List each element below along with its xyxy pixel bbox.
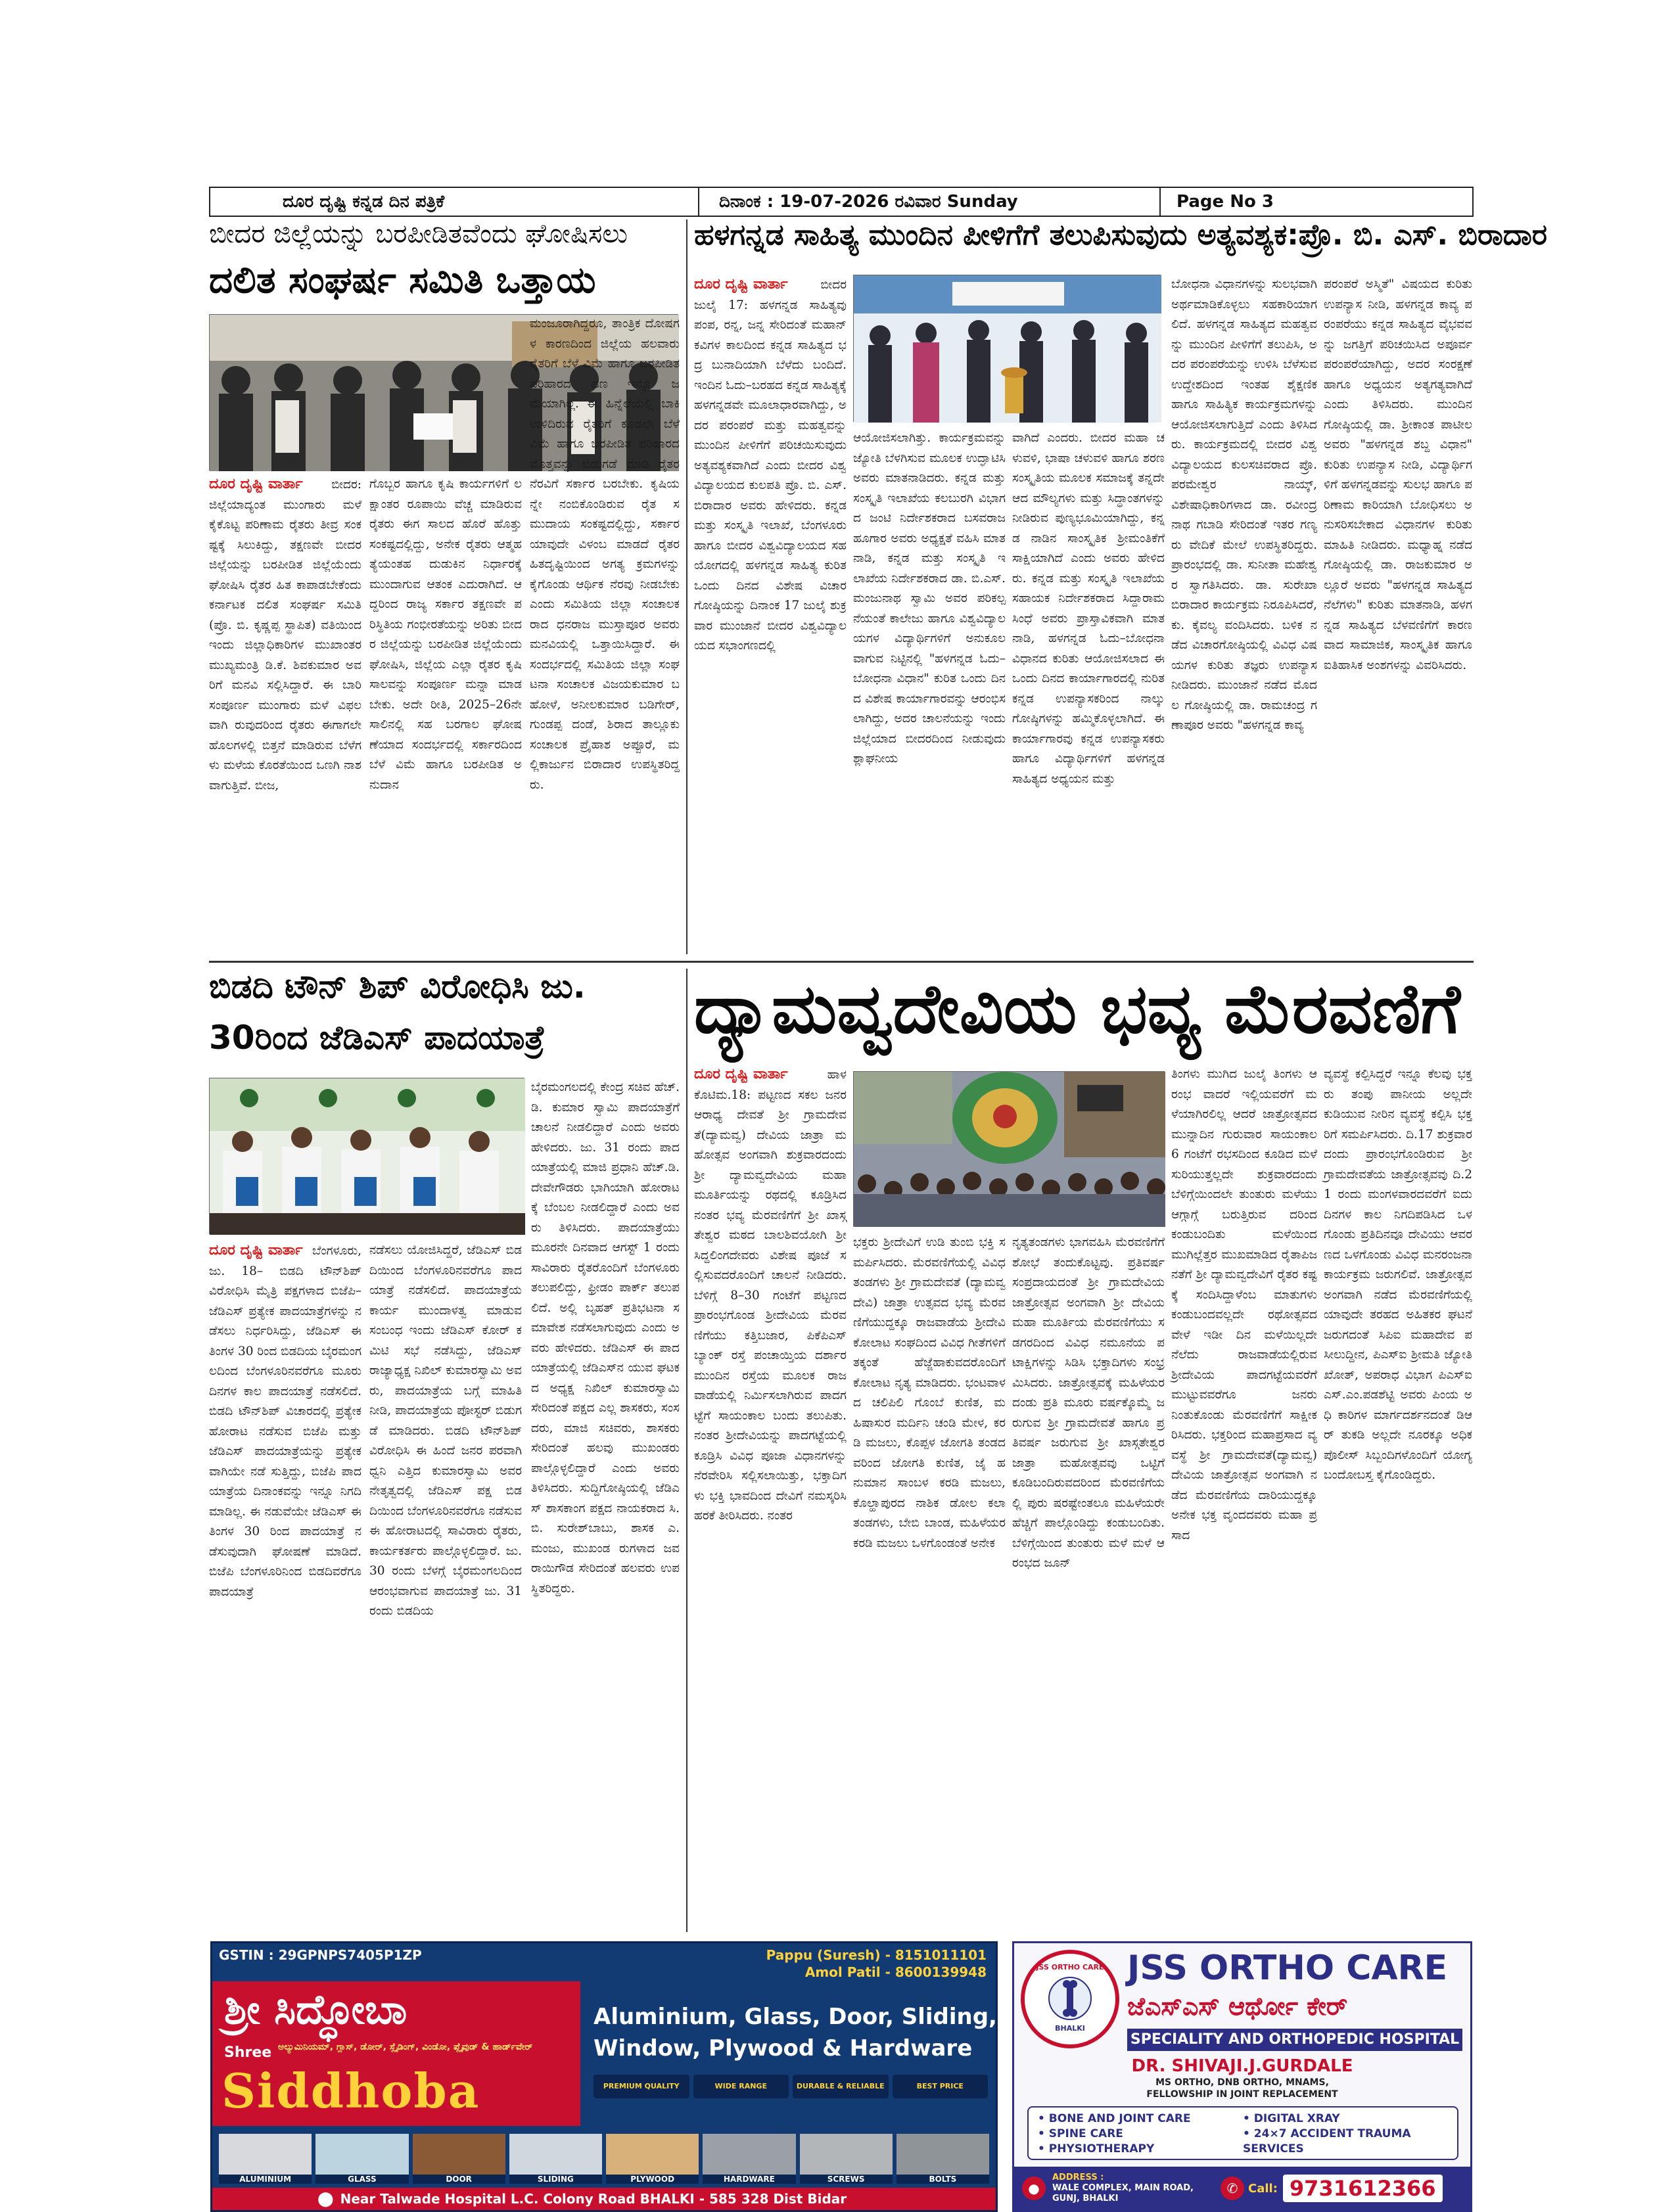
story2-text-3: ವಾಗಿದೆ ಎಂದರು. ಬೀದರ ಮಹಾ ಚಳುವಳಿ, ಭಾಷಾ ಚಳುವಳಿ ಹಾಗೂ ಶರಣ ಸಂಸ್ಕೃತಿಯ ಮೂಲಕ ಸಮಾಜಕ್ಕೆ ತನ್ನದೇ ಆದ ಮೌಲ್ಯಗಳು ಮತ್ತು ಸಿದ್ಧಾಂತಗಳನ್ನು ನೀಡಿರುವ ಪುಣ್ಯಭೂಮಿಯಾಗಿದ್ದು, ಕನ್ನಡ ನಾಡಿನ ಸಾಂಸ್ಕೃತಿಕ ಶ್ರೀಮಂತಿಕೆಗೆ ಸಾಕ್ಷಿಯಾಗಿದೆ ಎಂದು ಅವರು ಹೇಳಿದರು. ಕನ್ನಡ ಮತ್ತು ಸಂಸ್ಕೃತಿ ಇಲಾಖೆಯ ಸಹಾಯಕ ನಿರ್ದೇಶಕರಾದ ಸಿದ್ದಾರಾಮ ಸಿಂಧೆ ಅವರು ಪ್ರಾಸ್ತಾವಿಕವಾಗಿ ಮಾತನಾಡಿ, ಹಳಗನ್ನಡ ಓದು–ಬೋಧನಾ ವಿಧಾನದ ಕುರಿತು ಆಯೋಜಿಸಲಾದ ಈ ಒಂದು ದಿನದ ಕಾರ್ಯಾಗಾರದಲ್ಲಿ ನುರಿತ ಕನ್ನಡ ಉಪನ್ಯಾಸಕರಿಂದ ನಾಲ್ಕು ಗೋಷ್ಠಿಗಳನ್ನು ಹಮ್ಮಿಕೊಳ್ಳಲಾಗಿದೆ. ಈ ಕಾರ್ಯಾಗಾರವು ಕನ್ನಡ ಉಪನ್ಯಾಸಕರು ಹಾಗೂ ವಿದ್ಯಾರ್ಥಿಗಳಿಗೆ ಹಳಗನ್ನಡ ಸಾಹಿತ್ಯದ ಅಧ್ಯಯನ ಮತ್ತು — [1012, 431, 1165, 786]
product-bolts: BOLTS — [896, 2134, 989, 2184]
story2-column-2 — [853, 428, 1006, 954]
siddhoba-tagline-line-1: Aluminium, Glass, Door, Sliding, — [594, 2004, 997, 2030]
story1-headline: ದಲಿತ ಸಂಘರ್ಷ ಸಮಿತಿ ಒತ್ತಾಯ — [209, 259, 596, 302]
story3-column-3 — [531, 1078, 680, 1932]
product-sliding: SLIDING — [509, 2134, 602, 2184]
siddhoba-subtitle-kannada: ಅಲ್ಯುಮಿನಿಯಮ್, ಗ್ಲಾಸ್, ಡೋರ್, ಸ್ಲೈಡಿಂಗ್, ವಿಂಡೋ, ಪ್ಲೈವುಡ್ & ಹಾರ್ಡ್‌ವೇರ್ — [278, 2042, 533, 2052]
story1-column-3 — [530, 314, 680, 954]
story2-column-4 — [1171, 275, 1317, 954]
feature-premium-quality: PREMIUM QUALITY — [594, 2075, 689, 2098]
service-accident-trauma: • 24×7 ACCIDENT TRAUMA SERVICES — [1243, 2127, 1411, 2155]
story2-text-1: ಬೀದರ ಜುಲೈ 17: ಹಳಗನ್ನಡ ಸಾಹಿತ್ಯವು ಪಂಪ, ರನ್ನ, ಜನ್ನ ಸೇರಿದಂತೆ ಮಹಾನ್ ಕವಿಗಳ ಕಾಲದಿಂದ ಕನ್ನಡ ಸಾಹಿತ್ಯದ ಭದ್ರ ಬುನಾದಿಯಾಗಿ ಬೆಳೆದು ಬಂದಿದೆ. ಇಂದಿನ ಓದು–ಬರಹದ ಕನ್ನಡ ಸಾಹಿತ್ಯಕ್ಕೆ ಹಳಗನ್ನಡವೇ ಮೂಲಾಧಾರವಾಗಿದ್ದು, ಅದರ ಪರಂಪರೆ ಮತ್ತು ಮಹತ್ವವನ್ನು ಮುಂದಿನ ಪೀಳಿಗೆಗೆ ಪರಿಚಯಿಸುವುದು ಅತ್ಯವಶ್ಯಕವಾಗಿದೆ ಎಂದು ಬೀದರ ವಿಶ್ವವಿದ್ಯಾಲಯದ ಕುಲಪತಿ ಪ್ರೊ. ಬಿ. ಎಸ್. ಬಿರಾದಾರ ಅವರು ಹೇಳಿದರು. ಕನ್ನಡ ಮತ್ತು ಸಂಸ್ಕೃತಿ ಇಲಾಖೆ, ಬೆಂಗಳೂರು ಹಾಗೂ ಬೀದರ ವಿಶ್ವವಿದ್ಯಾಲಯದ ಸಹಯೋಗದಲ್ಲಿ ಹಳಗನ್ನಡ ಸಾಹಿತ್ಯ ಕುರಿತ ಒಂದು ದಿನದ ವಿಶೇಷ ವಿಚಾರಗೋಷ್ಠಿಯನ್ನು ದಿನಾಂಕ 17 ಜುಲೈ ಶುಕ್ರವಾರ ಮುಂಜಾನೆ ಬೀದರ ವಿಶ್ವವಿದ್ಯಾಲಯದ ಸಭಾಂಗಣದಲ್ಲಿ — [694, 278, 847, 653]
speciality-banner: SPECIALITY AND ORTHOPEDIC HOSPITAL — [1127, 2029, 1462, 2051]
product-door: DOOR — [413, 2134, 505, 2184]
feature-durable: DURABLE & RELIABLE — [793, 2075, 889, 2098]
services-box — [1027, 2106, 1458, 2160]
address-label: ADDRESS : — [1052, 2173, 1104, 2182]
story3-column-2 — [369, 1241, 522, 1932]
siddhoba-advertisement — [210, 1941, 998, 2212]
story2-column-1 — [694, 275, 847, 954]
story3-text-2: ನಡೆಸಲು ಯೋಜಿಸಿದ್ದರೆ, ಜೆಡಿಎಸ್ ಬಿಡದಿಯಿಂದ ಬೆಂಗಳೂರಿನವರೆಗೂ ಪಾದಯಾತ್ರೆ ನಡೆಸಲಿದೆ. ಪಾದಯಾತ್ರೆಯ ಕಾರ್ಯ ಮುಂದಾಳತ್ವ ಮಾಡುವ ಸಂಬಂಧ ಇಂದು ಜೆಡಿಎಸ್ ಕೋರ್ ಕಮಿಟಿ ಸಭೆ ನಡೆಸಿದ್ದು, ಜೆಡಿಎಸ್ ರಾಜ್ಯಾಧ್ಯಕ್ಷ ನಿಖಿಲ್ ಕುಮಾರಸ್ವಾಮಿ ಅವರು, ಪಾದಯಾತ್ರೆಯ ಬಗ್ಗೆ ಮಾಹಿತಿ ನೀಡಿ, ಪಾದಯಾತ್ರೆಯ ಪೋಸ್ಟರ್ ಬಿಡುಗಡೆ ಮಾಡಿದರು. ಬಿಡದಿ ಟೌನ್‌ಶಿಪ್ ವಿರೋಧಿಸಿ ಈ ಹಿಂದೆ ಜನರ ಪರವಾಗಿ ಧ್ವನಿ ಎತ್ತಿದ ಕುಮಾರಸ್ವಾಮಿ ಅವರ ನೇತೃತ್ವದಲ್ಲಿ ಜೆಡಿಎಸ್ ಪಕ್ಷ ಬಿಡದಿಯಿಂದ ಬೆಂಗಳೂರಿನವರೆಗೂ ನಡೆಸುವ ಈ ಹೋರಾಟದಲ್ಲಿ ಸಾವಿರಾರು ರೈತರು, ಕಾರ್ಯಕರ್ತರು ಪಾಲ್ಗೊಳ್ಳಲಿದ್ದಾರೆ. ಜು. 30 ರಂದು ಬೆಳಗ್ಗೆ ಬೈರಮಂಗಲದಿಂದ ಆರಂಭವಾಗುವ ಪಾದಯಾತ್ರೆ ಜು. 31 ರಂದು ಬಿಡದಿಯ — [369, 1243, 522, 1618]
feature-best-price: BEST PRICE — [893, 2075, 989, 2098]
story1-column-2 — [369, 474, 522, 954]
jss-title: JSS ORTHO CARE — [1127, 1948, 1448, 1988]
doctor-fellowship: FELLOWSHIP IN JOINT REPLACEMENT — [1146, 2089, 1338, 2100]
phone-icon: ✆ — [1221, 2177, 1244, 2200]
service-spine-care: • SPINE CARE — [1038, 2127, 1123, 2140]
page-number: Page No 3 — [1176, 192, 1274, 212]
phone-amol: Amol Patil - 8600139948 — [804, 1964, 987, 1980]
jss-address-block — [1052, 2173, 1217, 2204]
story4-headline: ದ್ಯಾಮವ್ವದೇವಿಯ ಭವ್ಯ ಮೆರವಣಿಗೆ — [694, 969, 1460, 1049]
story4-column-4 — [1171, 1065, 1317, 1932]
jss-logo-text-top: JSS ORTHO CARE — [1036, 1963, 1104, 1971]
feature-wide-range: WIDE RANGE — [693, 2075, 789, 2098]
procession-photo-image — [854, 1072, 1165, 1227]
story1-byline: ದೂರ ದೃಷ್ಟಿ ವಾರ್ತಾ — [209, 476, 303, 492]
product-screws: SCREWS — [800, 2134, 893, 2184]
services-right — [1243, 2111, 1448, 2155]
story4-photo — [853, 1071, 1165, 1226]
story3-text-3: ಬೈರಮಂಗಲದಲ್ಲಿ ಕೇಂದ್ರ ಸಚಿವ ಹೆಚ್.ಡಿ. ಕುಮಾರ ಸ್ವಾಮಿ ಪಾದಯಾತ್ರೆಗೆ ಚಾಲನೆ ನೀಡಲಿದ್ದಾರೆ ಎಂದು ಅವರು ಹೇಳಿದರು. ಜು. 31 ರಂದು ಪಾದಯಾತ್ರೆಯಲ್ಲಿ ಮಾಜಿ ಪ್ರಧಾನಿ ಹೆಚ್.ಡಿ. ದೇವೇಗೌಡರು ಭಾಗಿಯಾಗಿ ಹೋರಾಟಕ್ಕೆ ಬೆಂಬಲ ನೀಡಲಿದ್ದಾರೆ ಎಂದು ಅವರು ತಿಳಿಸಿದರು. ಪಾದಯಾತ್ರೆಯು ಮೂರನೇ ದಿನವಾದ ಆಗಸ್ಟ್ 1 ರಂದು ಸಾವಿರಾರು ರೈತರೊಂದಿಗೆ ಬೆಂಗಳೂರು ತಲುಪಲಿದ್ದು, ಫ್ರೀಡಂ ಪಾರ್ಕ್ ತಲುಪಲಿದೆ. ಅಲ್ಲಿ ಬೃಹತ್ ಪ್ರತಿಭಟನಾ ಸಮಾವೇಶ ನಡೆಸಲಾಗುವುದು ಎಂದು ಅವರು ಹೇಳಿದರು. ಜೆಡಿಎಸ್ ಈ ಪಾದಯಾತ್ರೆಯಲ್ಲಿ ಜೆಡಿಎಸ್‌ನ ಯುವ ಘಟಕದ ಅಧ್ಯಕ್ಷ ನಿಖಿಲ್ ಕುಮಾರಸ್ವಾಮಿ ಸೇರಿದಂತೆ ಪಕ್ಷದ ಎಲ್ಲ ಶಾಸಕರು, ಸಂಸದರು, ಮಾಜಿ ಸಚಿವರು, ಶಾಸಕರು ಸೇರಿದಂತೆ ಹಲವು ಮುಖಂಡರು ಪಾಲ್ಗೊಳ್ಳಲಿದ್ದಾರೆ ಎಂದು ಅವರು ತಿಳಿಸಿದರು. ಸುದ್ದಿಗೋಷ್ಠಿಯಲ್ಲಿ ಜೆಡಿಎಸ್ ಶಾಸಕಾಂಗ ಪಕ್ಷದ ನಾಯಕರಾದ ಸಿ.ಬಿ. ಸುರೇಶ್‌ಬಾಬು, ಶಾಸಕ ಎ. ಮಂಜು, ಮುಖಂಡ ರುಗಳಾದ ಜವರಾಯಿಗೌಡ ಸೇರಿದಂತೆ ಹಲವರು ಉಪಸ್ಥಿತರಿದ್ದರು. — [531, 1080, 680, 1596]
location-pin-icon: ⬤ — [317, 2190, 334, 2207]
jss-title-kannada: ಜೆಎಸ್‌ಎಸ್ ಆರ್ಥೋ ಕೇರ್ — [1127, 1992, 1348, 2021]
service-bone-joint-care: • BONE AND JOINT CARE — [1038, 2112, 1191, 2125]
story4-column-3 — [1012, 1233, 1165, 1932]
story4-text-3: ನೃತ್ಯತಂಡಗಳು ಭಾಗವಹಿಸಿ ಮೆರವಣಿಗೆಗೆ ಶೋಭೆ ತಂದುಕೊಟ್ಟವು. ಪ್ರತಿವರ್ಷ ಸಂಪ್ರದಾಯದಂತೆ ಶ್ರೀ ಗ್ರಾಮದೇವಿಯ ಜಾತ್ರೋತ್ಸವ ಅಂಗವಾಗಿ ಶ್ರೀ ದೇವಿಯ ಮಹಾ ಮೂರ್ತಿಯ ಮೆರವಣಿಗೆಯು ಸಡಗರದಿಂದ ವಿವಿಧ ನಮೂನೆಯ ಪಟಾಕ್ಷಿಗಳನ್ನು ಸಿಡಿಸಿ ಭಕ್ತಾದಿಗಳು ಸಂಭ್ರಮಿಸಿದರು. ಜಾತ್ರೋತ್ಸವಕ್ಕೆ ಮಹಿಳೆಯರ ದಂಡು ಪ್ರತಿ ಮೂರು ವರ್ಷಕ್ಕೊಮ್ಮೆ ಜರುಗುವ ಶ್ರೀ ಗ್ರಾಮದೇವತೆ ಹಾಗೂ ಪ್ರತಿವರ್ಷ ಜರುಗುವ ಶ್ರೀ ಖಾಸ್ಗತೇಶ್ವರ ಜಾತ್ರಾ ಮಹೋತ್ಸವವು ಒಟ್ಟಿಗೆ ಕೂಡಿಬಂದಿರುವದರಿಂದ ಮೆರವಣಿಗೆಯಲ್ಲಿ ಪುರು ಷರಷ್ಟೇಂತಲೂ ಮಹಿಳೆಯರೇ ಹೆಚ್ಚಿಗೆ ಪಾಲ್ಗೊಂಡಿದ್ದು ಕಂಡುಬಂದಿತು. ಬೆಳಿಗ್ಗೆಯಿಂದ ತುಂತುರು ಮಳೆ ಮಳೆ ಆರಂಭದ ಜೂನ್ — [1012, 1235, 1165, 1570]
jss-logo — [1021, 1950, 1119, 2048]
siddhoba-brand: Siddhoba — [221, 2063, 480, 2119]
story4-column-2 — [853, 1233, 1006, 1932]
product-hardware: HARDWARE — [703, 2134, 795, 2184]
section-divider — [209, 961, 1474, 963]
press-meet-photo-image — [210, 1078, 525, 1235]
shree-label: Shree — [224, 2044, 272, 2061]
jss-logo-text-bottom: BHALKI — [1055, 2024, 1085, 2033]
feature-strip — [594, 2075, 988, 2098]
jss-ortho-care-advertisement — [1012, 1941, 1472, 2212]
story1-text-2: ಗೊಬ್ಬರ ಹಾಗೂ ಕೃಷಿ ಕಾರ್ಯಗಳಿಗೆ ಲಕ್ಷಾಂತರ ರೂಪಾಯಿ ವೆಚ್ಚ ಮಾಡಿರುವ ರೈತರು ಈಗ ಸಾಲದ ಹೊರೆ ಹೊತ್ತು ಸಂಕಷ್ಟದಲ್ಲಿದ್ದು, ಅನೇಕ ರೈತರು ಆತ್ಮಹತ್ಯೆಯಂತಹ ದುಡುಕಿನ ನಿರ್ಧಾರಕ್ಕೆ ಮುಂದಾಗುವ ಆತಂಕ ಎದುರಾಗಿದೆ. ಆದ್ದರಿಂದ ರಾಜ್ಯ ಸರ್ಕಾರ ತಕ್ಷಣವೇ ಪರಿಸ್ಥಿತಿಯ ಗಂಭೀರತೆಯನ್ನು ಅರಿತು ಬೀದರ ಜಿಲ್ಲೆಯನ್ನು ಬರಪೀಡಿತ ಜಿಲ್ಲೆಯೆಂದು ಘೋಷಿಸಿ, ಜಿಲ್ಲೆಯ ಎಲ್ಲಾ ರೈತರ ಕೃಷಿ ಸಾಲವನ್ನು ಸಂಪೂರ್ಣ ಮನ್ನಾ ಮಾಡಬೇಕು. ಅದೇ ರೀತಿ, 2025–26ನೇ ಸಾಲಿನಲ್ಲಿ ಸಹ ಬರಗಾಲ ಘೋಷಣೆಯಾದ ಸಂದರ್ಭದಲ್ಲಿ ಸರ್ಕಾರದಿಂದ ಬೆಳೆ ವಿಮೆ ಹಾಗೂ ಬರಪೀಡಿತ ಅನುದಾನ — [369, 477, 522, 792]
story4-column-5 — [1324, 1065, 1472, 1932]
bone-icon — [1047, 1975, 1093, 2021]
story1-text-1: ಬೀದರ: ಜಿಲ್ಲೆಯಾದ್ಯಂತ ಮುಂಗಾರು ಮಳೆ ಕೈಕೊಟ್ಟ ಪರಿಣಾಮ ರೈತರು ತೀವ್ರ ಸಂಕಷ್ಟಕ್ಕೆ ಸಿಲುಕಿದ್ದು, ತಕ್ಷಣವೇ ಬೀದರ ಜಿಲ್ಲೆಯನ್ನು ಬರಪೀಡಿತ ಜಿಲ್ಲೆಯೆಂದು ಘೋಷಿಸಿ ರೈತರ ಹಿತ ಕಾಪಾಡಬೇಕೆಂದು ಕರ್ನಾಟಕ ದಲಿತ ಸಂಘರ್ಷ ಸಮಿತಿ (ಪ್ರೊ. ಬಿ. ಕೃಷ್ಣಪ್ಪ ಸ್ಥಾಪಿತ) ವತಿಯಿಂದ ಇಂದು ಜಿಲ್ಲಾಧಿಕಾರಿಗಳ ಮುಖಾಂತರ ಮುಖ್ಯಮಂತ್ರಿ ಡಿ.ಕೆ. ಶಿವಕುಮಾರ ಅವರಿಗೆ ಮನವಿ ಸಲ್ಲಿಸಿದ್ದಾರೆ. ಈ ಬಾರಿ ಸಂಪೂರ್ಣ ಮುಂಗಾರು ಮಳೆ ವಿಫಲವಾಗಿ ರುವುದರಿಂದ ರೈತರು ಈಗಾಗಲೇ ಹೊಲಗಳಲ್ಲಿ ಬಿತ್ತನೆ ಮಾಡಿರುವ ಬೆಳೆಗಳು ಮಳೆಯ ಕೊರತೆಯಿಂದ ಒಣಗಿ ನಾಶವಾಗುತ್ತಿವೆ. ಬೀಜ, — [209, 478, 361, 793]
story4-text-4: ತಿಂಗಳು ಮುಗಿದ ಜುಲೈ ತಿಂಗಳು ಆರಂಭ ವಾದರೆ ಇಲ್ಲಿಯವರೆಗೆ ಮಳೆಯಾಗಿರಲಿಲ್ಲ ಆದರೆ ಜಾತ್ರೋತ್ಸವದ ಮುನ್ನಾದಿನ ಗುರುವಾರ ಸಾಯಂಕಾಲ 6 ಗಂಟೆಗೆ ರಭಸದಿಂದ ಕೂಡಿದ ಮಳೆ ಸುರಿಯುತ್ತಲ್ಲದೇ ಶುಕ್ರವಾರದಂದು ಬೆಳಿಗ್ಗೆಯಿಂದಲೇ ತುಂತುರು ಮಳೆಯು ಆಗ್ಗಾಗ್ಗೆ ಬರುತ್ತಿರುವ ದರಿಂದ ಕಂಡುಬಂದಿತು ಮಳೆಯಿಂದ ಮುಗಿಲ್ಲೆತ್ತರ ಮುಖಮಾಡಿದ ರೈತಾಪಿಜನತೆಗೆ ಶ್ರೀ ದ್ಯಾಮವ್ವದೇವಿಗೆ ರೈತರ ಕಷ್ಟಕ್ಕೆ ಸಂದಿಸಿದ್ದಾಳೆಂಬ ಮಾತುಗಳು ಕಂಡುಬಂದವಲ್ಲದೇ ರಥೋತ್ಸವದ ವೇಳೆ ಇಡೀ ದಿನ ಮಳೆಯಿಲ್ಲದೇ ನೆಲೆದು ರಾಜವಾಡೆಯಲ್ಲಿರುವ ಶ್ರೀದೇವಿಯ ಪಾದಗಟ್ಟೆಯವರೆಗೆ ಮುಟ್ಟುವವರೆಗೂ ಜನರು ನಿಂತುಕೊಂಡು ಮೆರವಣಿಗೆಗೆ ಸಾಕ್ಷೀಕರಿಸಿದರು. ಭಕ್ತರಿಂದ ಮಹಾಪ್ರಸಾದ ವ್ಯವಸ್ಥೆ ಶ್ರೀ ಗ್ರಾಮದೇವತೆ(ದ್ಯಾಮವ್ವ)ದೇವಿಯ ಜಾತ್ರೋತ್ಸವ ಅಂಗವಾಗಿ ನಡೆದ ಮೆರವಣಿಗೆಯ ದಾರಿಯುದ್ದಕ್ಕೂ ಅನೇಕ ಭಕ್ತ ವೃಂದದವರು ಮಹಾ ಪ್ರಸಾದ — [1171, 1067, 1317, 1542]
story3-text-1: ಬೆಂಗಳೂರು, ಜು. 18– ಬಿಡದಿ ಟೌನ್‌ಶಿಪ್ ವಿರೋಧಿಸಿ ಮೈತ್ರಿ ಪಕ್ಷಗಳಾದ ಬಿಜೆಪಿ–ಜೆಡಿಎಸ್ ಪ್ರತ್ಯೇಕ ಪಾದಯಾತ್ರೆಗಳನ್ನು ನಡೆಸಲು ನಿರ್ಧರಿಸಿದ್ದು, ಜೆಡಿಎಸ್ ಈ ತಿಂಗಳ 30 ರಿಂದ ಬಿಡದಿಯ ಬೈರಮಂಗಲದಿಂದ ಬೆಂಗಳೂರಿನವರೆಗೂ ಮೂರು ದಿನಗಳ ಕಾಲ ಪಾದಯಾತ್ರೆ ನಡೆಸಲಿದೆ. ಬಿಡದಿ ಟೌನ್‌ಶಿಪ್ ವಿಚಾರದಲ್ಲಿ ಪ್ರತ್ಯೇಕ ಹೋರಾಟ ನಡೆಸುವ ಬಿಜೆಪಿ ಮತ್ತು ಜೆಡಿಎಸ್ ಪಾದಯಾತ್ರೆಯನ್ನು ಪ್ರತ್ಯೇಕವಾಗಿಯೇ ನಡೆ ಸುತ್ತಿದ್ದು, ಬಿಜೆಪಿ ಪಾದ ಯಾತ್ರೆಯ ದಿನಾಂಕವನ್ನು ಇನ್ನೂ ನಿಗದಿ ಮಾಡಿಲ್ಲ. ಈ ನಡುವೆಯೇ ಜೆಡಿಎಸ್ ಈ ತಿಂಗಳ 30 ರಿಂದ ಪಾದಯಾತ್ರೆ ನಡೆಸುವುದಾಗಿ ಘೋಷಣೆ ಮಾಡಿದೆ. ಬಿಜೆಪಿ ಬೆಂಗಳೂರಿನಿಂದ ಬಿಡದಿವರೆಗೂ ಪಾದಯಾತ್ರೆ — [209, 1244, 361, 1599]
jss-address: WALE COMPLEX, MAIN ROAD, GUNJ, BHALKI — [1052, 2183, 1194, 2203]
doctor-name: DR. SHIVAJI.J.GURDALE — [1131, 2056, 1353, 2076]
siddhoba-title-kannada: ಶ್ರೀ ಸಿದ್ಧೋಬಾ — [224, 1985, 407, 2033]
doctor-degrees: MS ORTHO, DNB ORTHO, MNAMS, — [1155, 2077, 1329, 2088]
call-label: Call: — [1248, 2181, 1278, 2196]
location-pin-icon: ● — [1022, 2177, 1046, 2200]
story4-column-1 — [694, 1065, 847, 1932]
story4-text-5: ವ್ಯವಸ್ಥೆ ಕಲ್ಪಿಸಿದ್ದರೆ ಇನ್ನೂ ಕೆಲವು ಭಕ್ತರು ತಂಪು ಪಾನೀಯ ಅಲ್ಲದೇ ಕುಡಿಯುವ ನೀರಿನ ವ್ಯವಸ್ಥೆ ಕಲ್ಪಿಸಿ ಭಕ್ತರಿಗೆ ಸಮರ್ಪಿಸಿದರು. ದಿ.17 ಶುಕ್ರವಾರದಂದು ಪ್ರಾರಂಭಗೊಂಡಿರುವ ಶ್ರೀ ಗ್ರಾಮದೇವತೆಯ ಜಾತ್ರೋತ್ಸವವು ದಿ.21 ರಂದು ಮಂಗಳವಾರದವರೆಗೆ ಐದು ದಿನಗಳ ಕಾಲ ನಿಗದಿಪಡಿಸಿದ ಒಳಗೊಂಡು ಪ್ರತಿದಿನವೂ ದೇವಿಯು ಆವರಣದ ಒಳಗೊಂಡು ವಿವಿಧ ಮನರಂಜನಾ ಕಾರ್ಯಕ್ರಮ ಜರುಗಲಿವೆ. ಜಾತ್ರೋತ್ಸವ ಅಂಗವಾಗಿ ನಡೆದ ಮೆರವಣಿಗೆಯಲ್ಲಿ ಯಾವುದೇ ತರಹದ ಅಹಿತಕರ ಘಟನೆ ಜರುಗದಂತೆ ಸಿಪಿಐ ಮಹಾದೇವ ಪಸೀಲುದ್ದೀನ, ಪಿಎಸ್‌ಐ ಶ್ರೀಮತಿ ಜ್ಯೋತಿ ಖೋತ್, ಅಪರಾಧ ವಿಭಾಗ ಪಿಎಸ್‌ಐ ಎಸ್.ಎಂ.ಪಡಶೆಟ್ಟಿ ಅವರು ಪಿಂಯ ಅಧಿ ಕಾರಿಗಳ ಮಾರ್ಗದರ್ಶನದಂತೆ ಡಿಆರ್ ತುಕಡಿ ಅಲ್ಲದೇ ನೂರಕ್ಕೂ ಅಧಿಕ ಪೊಲೀಸ್ ಸಿಬ್ಬಂದಿಗಳೊಂದಿಗೆ ಯೋಗ್ಯ ಬಂದೋಬಸ್ತ ಕೈಗೊಂಡಿದ್ದರು. — [1324, 1067, 1472, 1482]
story2-text-5: ಪರಂಪರೆ ಅಸ್ಮಿತೆ" ವಿಷಯದ ಕುರಿತು ಉಪನ್ಯಾಸ ನೀಡಿ, ಹಳಗನ್ನಡ ಕಾವ್ಯ ಪರಂಪರೆಯು ಕನ್ನಡ ಸಾಹಿತ್ಯದ ವೈಭವವನ್ನು ಜಗತ್ತಿಗೆ ಪರಿಚಯಿಸಿದ ಅಪೂರ್ವ ಪರಂಪರೆಯಾಗಿದ್ದು, ಅದರ ಸಂರಕ್ಷಣೆ ಹಾಗೂ ಅಧ್ಯಯನ ಅತ್ಯಗತ್ಯವಾಗಿದೆ ಎಂದು ತಿಳಿಸಿದರು. ಮುಂದಿನ ಗೋಷ್ಠಿಯಲ್ಲಿ ಡಾ. ಶ್ರೀಕಾಂತ ಪಾಟೀಲ ಅವರು "ಹಳಗನ್ನಡ ಶಬ್ದ ವಿಧಾನ" ಕುರಿತು ಉಪನ್ಯಾಸ ನೀಡಿ, ವಿದ್ಯಾರ್ಥಿಗಳಿಗೆ ಹಳಗನ್ನಡವನ್ನು ಸುಲಭ ಹಾಗೂ ಪರಿಣಾಮ ಕಾರಿಯಾಗಿ ಬೋಧಿಸಲು ಅನುಸರಿಸಬೇಕಾದ ವಿಧಾನಗಳ ಕುರಿತು ಮಾಹಿತಿ ನೀಡಿದರು. ಮಧ್ಯಾಹ್ನ ನಡೆದ ಗೋಷ್ಠಿಯಲ್ಲಿ ಡಾ. ರಾಜಕುಮಾರ ಅಲ್ಲೂರೆ ಅವರು "ಹಳಗನ್ನಡ ಸಾಹಿತ್ಯದ ನೆಲೆಗಳು" ಕುರಿತು ಮಾತನಾಡಿ, ಹಳಗನ್ನಡ ಸಾಹಿತ್ಯದ ಬೆಳವಣಿಗೆಗೆ ಕಾರಣವಾದ ಸಾಮಾಜಿಕ, ಸಾಂಸ್ಕೃತಿಕ ಹಾಗೂ ಐತಿಹಾಸಿಕ ಅಂಶಗಳನ್ನು ವಿವರಿಸಿದರು. — [1324, 277, 1472, 672]
product-glass: GLASS — [315, 2134, 408, 2184]
story2-text-4: ಬೋಧನಾ ವಿಧಾನಗಳನ್ನು ಸುಲಭವಾಗಿ ಅರ್ಥಮಾಡಿಕೊಳ್ಳಲು ಸಹಕಾರಿಯಾಗಲಿದೆ. ಹಳಗನ್ನಡ ಸಾಹಿತ್ಯದ ಮಹತ್ವವನ್ನು ಮುಂದಿನ ಪೀಳಿಗೆಗೆ ತಲುಪಿಸಿ, ಅದರ ಪರಂಪರೆಯನ್ನು ಉಳಿಸಿ ಬೆಳೆಸುವ ಉದ್ದೇಶದಿಂದ ಇಂತಹ ಶೈಕ್ಷಣಿಕ ಹಾಗೂ ಸಾಹಿತ್ಯಿಕ ಕಾರ್ಯಕ್ರಮಗಳನ್ನು ಆಯೋಜಿಸಲಾಗುತ್ತಿದೆ ಎಂದು ತಿಳಿಸಿದರು. ಕಾರ್ಯಕ್ರಮದಲ್ಲಿ ಬೀದರ ವಿಶ್ವವಿದ್ಯಾಲಯದ ಕುಲಸಚಿವರಾದ ಪ್ರೊ. ಪರಮೇಶ್ವರ ನಾಯ್ಕ್, ವಿಶೇಷಾಧಿಕಾರಿಗಳಾದ ಡಾ. ರವೀಂದ್ರನಾಥ ಗಬಾಡಿ ಸೇರಿದಂತೆ ಇತರ ಗಣ್ಯರು ವೇದಿಕೆ ಮೇಲೆ ಉಪಸ್ಥಿತರಿದ್ದರು. ಪ್ರಾರಂಭದಲ್ಲಿ ಡಾ. ಸುನೀತಾ ಮಹೇಶ್ವರ ಸ್ವಾಗತಿಸಿದರು. ಡಾ. ಸುರೇಖಾ ಬಿರಾದಾರ ಕಾರ್ಯಕ್ರಮ ನಿರೂಪಿಸಿದರೆ, ಕು. ಕೈವಲ್ಯ ವಂದಿಸಿದರು. ಬಳಿಕ ನಡೆದ ವಿಚಾರಗೋಷ್ಠಿಯಲ್ಲಿ ವಿವಿಧ ವಿಷಯಗಳ ಕುರಿತು ತಜ್ಞರು ಉಪನ್ಯಾಸ ನೀಡಿದರು. ಮುಂಜಾನೆ ನಡೆದ ಮೊದಲ ಗೋಷ್ಠಿಯಲ್ಲಿ ಡಾ. ರಾಮಚಂದ್ರ ಗಣಾಪೂರ ಅವರು "ಹಳಗನ್ನಡ ಕಾವ್ಯ — [1171, 277, 1317, 732]
story3-column-1 — [209, 1241, 361, 1932]
gstin-text: GSTIN : 29GPNPS7405P1ZP — [219, 1947, 422, 1963]
issue-date: ದಿನಾಂಕ : 19-07-2026 ರವಿವಾರ Sunday — [719, 191, 1018, 212]
jss-contact-bar — [1014, 2167, 1470, 2210]
event-photo-image — [854, 275, 1161, 423]
story2-byline: ದೂರ ದೃಷ್ಟಿ ವಾರ್ತಾ — [694, 276, 788, 292]
story4-byline: ದೂರ ದೃಷ್ಟಿ ವಾರ್ತಾ — [694, 1066, 788, 1082]
story3-headline-2: 30ರಿಂದ ಜೆಡಿಎಸ್ ಪಾದಯಾತ್ರೆ — [209, 1019, 545, 1057]
story2-text-2: ಆಯೋಜಿಸಲಾಗಿತ್ತು. ಕಾರ್ಯಕ್ರಮವನ್ನು ಜ್ಯೋತಿ ಬೆಳಗಿಸುವ ಮೂಲಕ ಉದ್ಘಾಟಿಸಿ ಅವರು ಮಾತನಾಡಿದರು. ಕನ್ನಡ ಮತ್ತು ಸಂಸ್ಕೃತಿ ಇಲಾಖೆಯ ಕಲಬುರಗಿ ವಿಭಾಗದ ಜಂಟಿ ನಿರ್ದೇಶಕರಾದ ಬಸವರಾಜ ಹೂಗಾರ ಅವರು ಅಧ್ಯಕ್ಷತೆ ವಹಿಸಿ ಮಾತನಾಡಿ, ಕನ್ನಡ ಮತ್ತು ಸಂಸ್ಕೃತಿ ಇಲಾಖೆಯ ನಿರ್ದೇಶಕರಾದ ಡಾ. ಬಿ.ಎಸ್.ಮಂಜುನಾಥ ಸ್ವಾಮಿ ಅವರ ಪರಿಕಲ್ಪನೆಯಂತೆ ಕಾಲೇಜು ಹಾಗೂ ವಿಶ್ವವಿದ್ಯಾಲಯಗಳ ವಿದ್ಯಾರ್ಥಿಗಳಿಗೆ ಅನುಕೂಲವಾಗುವ ನಿಟ್ಟಿನಲ್ಲಿ "ಹಳಗನ್ನಡ ಓದು–ಬೋಧನಾ ವಿಧಾನ" ಕುರಿತ ಒಂದು ದಿನದ ವಿಶೇಷ ಕಾರ್ಯಾಗಾರವನ್ನು ಆರಂಭಿಸಲಾಗಿದ್ದು, ಅದರ ಚಾಲನೆಯನ್ನು ಇಂದು ಜಿಲ್ಲೆಯಾದ ಬೀದರದಿಂದ ನೀಡುವುದು ಶ್ಲಾಘನೀಯ — [853, 431, 1006, 766]
story2-column-5 — [1324, 275, 1472, 954]
story4-text-1: ಹಾಳಕೊಟಿಮ.18: ಪಟ್ಟಣದ ಸಕಲ ಜನರ ಆರಾಧ್ಯ ದೇವತೆ ಶ್ರೀ ಗ್ರಾಮದೇವತೆ(ದ್ಯಾಮವ್ವ) ದೇವಿಯ ಜಾತ್ರಾ ಮಹೋತ್ಸವ ಅಂಗವಾಗಿ ಶುಕ್ರವಾರದಂದು ಶ್ರೀ ದ್ಯಾಮವ್ವದೇವಿಯ ಮಹಾ ಮೂರ್ತಿಯನ್ನು ರಥದಲ್ಲಿ ಕೂಡ್ರಿಸಿದ ನಂತರ ಭವ್ಯ ಮೆರವಣಿಗೆಗೆ ಶ್ರೀ ಖಾಸ್ಗತೇಶ್ವರ ಮಠದ ಬಾಲಶಿವಯೋಗಿ ಶ್ರೀ ಸಿದ್ದಲಿಂಗದೇವರು ವಿಶೇಷ ಪೂಜೆ ಸಲ್ಲಿಸುವದರೊಂದಿಗೆ ಚಾಲನೆ ನೀಡಿದರು. ಬೆಳಿಗ್ಗೆ 8–30 ಗಂಟೆಗೆ ಪಟ್ಟಣದ ಪ್ರಾರಂಭಗೊಂಡ ಶ್ರೀದೇವಿಯ ಮೆರವಣಿಗೆಯು ಕತ್ತಿಬಜಾರ, ಪಿಕೆಪಿಎಸ್ ಬ್ಯಾಂಕ್ ರಸ್ತೆ ಪಂಚಾಯ್ತಿಯ ದರ್ಶಾರ ಮುಂದಿನ ರಸ್ತೆಯ ಮೂಲಕ ರಾಜವಾಡೆಯಲ್ಲಿ ನಿರ್ಮಿಸಲಾಗಿರುವ ಪಾದಗಟ್ಟೆಗೆ ಸಾಯಂಕಾಲ ಬಂದು ತಲುಪಿತು. ನಂತರ ಶ್ರೀದೇವಿಯನ್ನು ಪಾದಗಟ್ಟೆಯಲ್ಲಿ ಕೂಡ್ರಿಸಿ ವಿವಿಧ ಪೂಜಾ ವಿಧಾನಗಳನ್ನು ನೆರವೇರಿಸಿ ಸಲ್ಲಿಸಲಾಯಿತ್ತು, ಭಕ್ತಾದಿಗಳು ಭಕ್ತಿ ಭಾವದಿಂದ ದೇವಿಗೆ ನಮಸ್ಕರಿಸಿ ಹರಕೆ ತೀರಿಸಿದರು. ನಂತರ — [694, 1068, 847, 1523]
siddhoba-tagline-line-2: Window, Plywood & Hardware — [594, 2035, 973, 2062]
service-physiotherapy: • PHYSIOTHERAPY — [1038, 2142, 1155, 2155]
story3-byline: ದೂರ ದೃಷ್ಟಿ ವಾರ್ತಾ — [209, 1242, 303, 1258]
story3-photo — [209, 1078, 524, 1234]
newspaper-name: ದೂರ ದೃಷ್ಟಿ ಕನ್ನಡ ದಿನ ಪತ್ರಿಕೆ — [283, 191, 445, 212]
product-aluminium: ALUMINIUM — [219, 2134, 312, 2184]
story2-column-3 — [1012, 428, 1165, 954]
column-divider — [686, 219, 687, 954]
siddhoba-address: Near Talwade Hospital L.C. Colony Road BHALKI - 585 328 Dist Bidar — [340, 2191, 847, 2207]
service-digital-xray: • DIGITAL XRAY — [1243, 2112, 1340, 2125]
siddhoba-logo-panel — [212, 1981, 580, 2126]
story4-text-2: ಭಕ್ತರು ಶ್ರೀದೇವಿಗೆ ಉಡಿ ತುಂಬಿ ಭಕ್ತಿ ಸಮರ್ಪಿಸಿದರು. ಮೆರವಣಿಗೆಯಲ್ಲಿ ವಿವಿಧ ತಂಡಗಳು ಶ್ರೀ ಗ್ರಾಮದೇವತೆ (ದ್ಯಾಮವ್ವದೇವಿ) ಜಾತ್ರಾ ಉತ್ಸವದ ಭವ್ಯ ಮೆರವಣಿಗೆಯುದ್ದಕ್ಕೂ ರಾಜವಾಡೆಯ ಶ್ರೀದೇವಿ ಕೋಲಾಟ ಸಂಘದಿಂದ ವಿವಿಧ ಗೀತೆಗಳಿಗೆ ತಕ್ಕಂತೆ ಹೆಜ್ಜೆಹಾಕುವದರೊಂದಿಗೆ ಕೋಲಾಟ ನೃತ್ಯ ಮಾಡಿದರು. ಭಂಟವಾಳದ ಚಲಿಪಿಲಿ ಗೊಂಬೆ ಕುಣಿತ, ಮಹಿಷಾಸುರ ಮರ್ದಿನಿ ಚಂಡಿ ಮೇಳ, ಕರಡಿ ಮಜಲು, ಕೊಪ್ಪಳ ಜೋಗತಿ ತಂಡದವರಿಂದ ಜೋಗತಿ ಕುಣಿತ, ಜೈ ಹನುಮಾನ ಸಾಂಬಳ ಕರಡಿ ಮಜಲು, ಕೊಲ್ಹಾಪುರದ ನಾಶಿಕ ಡೋಲ ಕಲಾ ತಂಡಗಳು, ಬೇಬಿ ಬಾಂಡ, ಮಹಿಳೆಯರ ಕರಡಿ ಮಜಲು ಒಳಗೊಂಡಂತೆ ಅನೇಕ — [853, 1235, 1006, 1550]
story2-photo — [853, 275, 1161, 422]
jss-phone-number: 9731612366 — [1283, 2175, 1443, 2202]
column-divider — [686, 969, 687, 1932]
siddhoba-address-bar — [212, 2188, 996, 2210]
story1-text-3: ಮಂಜೂರಾಗಿದ್ದರೂ, ತಾಂತ್ರಿಕ ದೋಷಗಳ ಕಾರಣದಿಂದ ಜಿಲ್ಲೆಯ ಹಲವಾರು ರೈತರಿಗೆ ಬೆಳೆ ವಿಮೆ ಹಾಗೂ ಬರಪೀಡಿತ ಪರಿಹಾರದ ಹಣ ಇನ್ನೂ ಜಮೆಯಾಗಿಲ್ಲ. ಈ ಹಿನ್ನೆಲೆಯಲ್ಲಿ ಬಾಕಿ ಉಳಿದಿರುವ ರೈತರಿಗೆ ಕೂಡಲೇ ಬೆಳೆ ವಿಮೆ ಹಾಗೂ ಬರಪೀಡಿತ ಪರಿಹಾರದ ಮೊತ್ತವನ್ನು ಬಿಡುಗಡೆ ಮಾಡಿ ರೈತರ ನೆರವಿಗೆ ಸರ್ಕಾರ ಬರಬೇಕು. ಕೃಷಿಯನ್ನೇ ನಂಬಿಕೊಂಡಿರುವ ರೈತ ಸಮುದಾಯ ಸಂಕಷ್ಟದಲ್ಲಿದ್ದು, ಸರ್ಕಾರ ಯಾವುದೇ ವಿಳಂಬ ಮಾಡದೆ ರೈತರ ಹಿತದೃಷ್ಟಿಯಿಂದ ಅಗತ್ಯ ಕ್ರಮಗಳನ್ನು ಕೈಗೊಂಡು ಆರ್ಥಿಕ ನೆರವು ನೀಡಬೇಕು ಎಂದು ಸಮಿತಿಯ ಜಿಲ್ಲಾ ಸಂಚಾಲಕರಾದ ಧನರಾಜ ಮುಸ್ತಾಪೂರ ಅವರು ಮನವಿಯಲ್ಲಿ ಒತ್ತಾಯಿಸಿದ್ದಾರೆ. ಈ ಸಂದರ್ಭದಲ್ಲಿ ಸಮಿತಿಯ ಜಿಲ್ಲಾ ಸಂಘಟನಾ ಸಂಚಾಲಕ ವಿಜಯಕುಮಾರ ಬಹೋಳೆ, ಅನೀಲಕುಮಾರ ಬಡಿಗೇರ್, ಗುಂಡಪ್ಪ ದಂಡೆ, ಶಿರಾದ ತಾಲ್ಲೂಕು ಸಂಚಾಲಕ ಪ್ರೈಹಾಶ ಅಪ್ಪೂರೆ, ಮಲ್ಲಿಕಾರ್ಜುನ ಬಿರಾದಾರ ಉಪಸ್ಥಿತರಿದ್ದರು. — [530, 317, 680, 792]
product-plywood: PLYWOOD — [606, 2134, 699, 2184]
product-tile-row — [219, 2134, 989, 2184]
services-left — [1038, 2111, 1243, 2155]
story3-headline-1: ಬಿಡದಿ ಟೌನ್ ಶಿಪ್ ವಿರೋಧಿಸಿ ಜು. — [209, 967, 586, 1005]
story1-kicker: ಬೀದರ ಜಿಲ್ಲೆಯನ್ನು ಬರಪೀಡಿತವೆಂದು ಘೋಷಿಸಲು — [209, 219, 628, 249]
story2-headline: ಹಳಗನ್ನಡ ಸಾಹಿತ್ಯ ಮುಂದಿನ ಪೀಳಿಗೆಗೆ ತಲುಪಿಸುವುದು ಅತ್ಯವಶ್ಯಕ:ಪ್ರೊ. ಬಿ. ಎಸ್. ಬಿರಾದಾರ — [694, 218, 1548, 252]
story1-column-1 — [209, 474, 361, 954]
phone-pappu: Pappu (Suresh) - 8151011101 — [766, 1947, 987, 1963]
page-header-strip — [209, 187, 1474, 217]
